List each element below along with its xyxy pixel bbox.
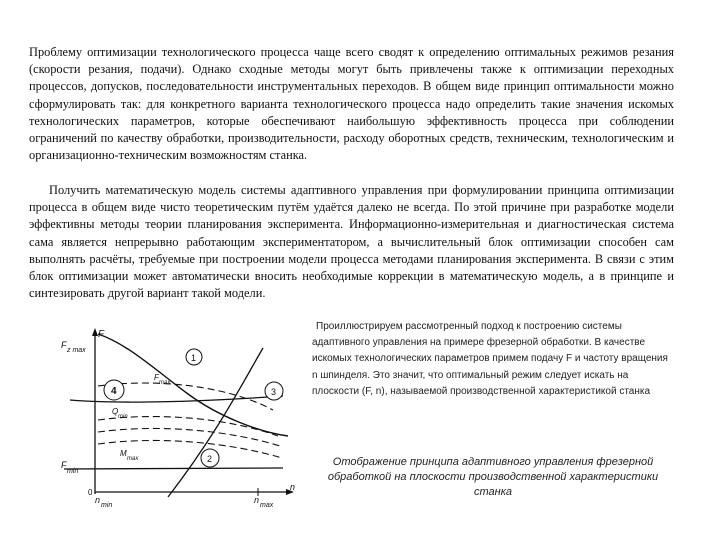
mmax-curve xyxy=(168,348,263,497)
paragraph-model: Получить математическую модель системы адаптивного управления при формулировании принципа оптимизации процесса в общем виде чисто теоретическим путём удаётся далеко не всегда. По этой причине при разработке модели эффективны методы теории планирования эксперимента. Информационно-измерительная и диагностическая система сама является непрерывно работающим экспериментатором, а вычислительный блок оптимизации способен сам выполнять расчёты, требуемые при построении модели процесса методами планирования эксперимента. В связи с этим блок оптимизации может автоматически вносить необходимые коррекции в математическую модель, а в принципе и синтезировать другой вариант такой модели. xyxy=(29,183,674,301)
fmin-label: F xyxy=(61,460,67,470)
nmin-sub: min xyxy=(101,502,113,509)
dashed-curve-3 xyxy=(98,428,280,446)
fmax-curve-sub: max xyxy=(159,380,171,386)
zone-3-label: 3 xyxy=(271,387,277,397)
fmin-sub: min xyxy=(67,468,79,475)
qmin-curve xyxy=(70,396,283,402)
y-axis-label: F xyxy=(98,329,105,340)
fz-max-label: F xyxy=(61,340,67,350)
zone-2-label: 2 xyxy=(207,454,213,464)
fz-max-sub: z max xyxy=(67,347,86,354)
production-characteristic-diagram xyxy=(58,322,308,522)
x-axis-label: n xyxy=(290,482,296,492)
nmax-sub: max xyxy=(260,502,274,509)
mmax-curve-sub: max xyxy=(127,456,139,462)
fmax-curve-label: F xyxy=(154,373,159,382)
mmax-curve-label: M xyxy=(120,449,127,458)
zone-4-label: 4 xyxy=(111,386,117,397)
figure-caption: Отображение принципа адаптивного управления фрезерной обработкой на плоскости производственной характеристики станка xyxy=(327,456,659,498)
nmin-label: n xyxy=(95,495,101,505)
nmax-label: n xyxy=(254,495,260,505)
fmin-line xyxy=(64,468,283,469)
origin-label: 0 xyxy=(88,488,93,497)
side-paragraph-illustration: Проиллюстрируем рассмотренный подход к построению системы адаптивного управления на примере фрезерной обработки. В качестве искомых технологических параметров примем подачу F и частоту вращения n шпинделя. Это значит, что оптимальный режим следует искать на плоскости (F, n), называемой производственной характеристикой станка xyxy=(312,321,668,397)
qmin-curve-sub: min xyxy=(118,414,128,420)
paragraph-intro: Проблему оптимизации технологического процесса чаще всего сводят к определению оптимальных режимов резания (скорости резания, подачи). Однако сходные методы могут быть привлечены также к оптимизации переходных процессов, допусков, последовательности инструментальных переходов. В общем виде принцип оптимальности можно сформулировать так: для конкретного варианта технологического процесса надо определить такие значения искомых технологических параметров, которые обеспечивают наибольшую эффективность процесса при соблюдении ограничений по качеству обработки, производительности, расходу оборотных средств, техническим, технологическим и организационно-техническим возможностям станка. xyxy=(29,45,674,163)
zone-1-label: 1 xyxy=(191,353,197,363)
qmin-curve-label: Q xyxy=(112,407,119,416)
dashed-curve-1 xyxy=(98,383,273,410)
